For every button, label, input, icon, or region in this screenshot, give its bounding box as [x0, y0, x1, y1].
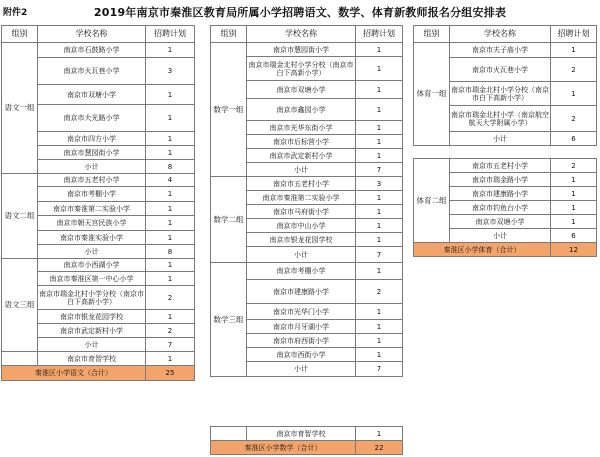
- plan-count: 1: [146, 202, 195, 216]
- school-name: 南京市钓鱼台小学: [450, 201, 551, 215]
- school-name: 南京市马府街小学: [247, 205, 356, 219]
- subtotal-value: 7: [146, 338, 195, 352]
- subtotal-label: 小计: [450, 229, 551, 243]
- plan-count: 1: [356, 149, 403, 163]
- plan-count: 1: [356, 263, 403, 280]
- col-school: 学校名称: [38, 26, 146, 43]
- school-name: 南京市五老村小学: [450, 159, 551, 173]
- school-name: 南京市鑫园小学: [247, 99, 356, 121]
- school-name: 南京市中山小学: [247, 219, 356, 233]
- plan-count: 1: [356, 99, 403, 121]
- school-name: 南京市武定新村小学: [247, 149, 356, 163]
- school-name: 南京市育智学校: [247, 427, 356, 441]
- chinese-table: [1, 25, 195, 381]
- plan-count: 1: [356, 135, 403, 149]
- col-plan: 招聘计划: [356, 26, 403, 43]
- col-group: 组别: [414, 26, 450, 43]
- plan-count: 1: [356, 81, 403, 99]
- plan-count: 1: [356, 191, 403, 205]
- school-name: 南京市双塘小学: [450, 215, 551, 229]
- plan-count: 2: [146, 324, 195, 338]
- school-name: 南京市双塘小学: [38, 85, 146, 105]
- school-name: 南京市石鼓路小学: [38, 43, 146, 58]
- school-name: 南京市秦淮第二实验小学: [247, 191, 356, 205]
- plan-count: 1: [551, 43, 597, 58]
- table-row: [211, 427, 403, 441]
- plan-count: 1: [356, 334, 403, 348]
- total-label: 秦淮区小学语文（合计）: [2, 366, 146, 381]
- school-name: 南京市火瓦巷小学: [450, 58, 551, 82]
- plan-count: 1: [146, 105, 195, 132]
- subtotal-value: 8: [146, 160, 195, 174]
- school-name: 南京市秦淮实验小学: [38, 231, 146, 245]
- plan-count: 3: [356, 177, 403, 191]
- plan-count: 2: [551, 106, 597, 132]
- school-name: 南京市五老村小学: [247, 177, 356, 191]
- table-row: [2, 352, 195, 366]
- plan-count: 1: [146, 146, 195, 160]
- plan-count: 1: [356, 205, 403, 219]
- plan-count: 1: [356, 348, 403, 362]
- school-name: 南京市建康路小学: [247, 280, 356, 304]
- school-name: 南京市双塘小学: [247, 81, 356, 99]
- subtotal-value: 7: [356, 163, 403, 177]
- plan-count: 1: [356, 233, 403, 247]
- group-name: 语文一组: [2, 43, 38, 174]
- school-name: 南京市银龙花园学校: [38, 310, 146, 324]
- attachment-label: 附件2: [3, 8, 28, 18]
- school-name: 南京市瑞金北村小学（南京航空航天大学附属小学）: [450, 106, 551, 132]
- plan-count: 1: [146, 85, 195, 105]
- table-row: [211, 263, 403, 280]
- school-name: 南京市瑞金北村小学分校（南京市白下高新小学）: [38, 286, 146, 310]
- plan-count: 2: [551, 58, 597, 82]
- school-name: 南京市夫子庙小学: [450, 43, 551, 58]
- plan-count: 1: [146, 272, 195, 286]
- plan-count: 1: [356, 219, 403, 233]
- school-name: 南京市建康路小学: [450, 187, 551, 201]
- subtotal-label: 小计: [247, 247, 356, 263]
- total-label: 秦淮区小学体育（合计）: [414, 243, 551, 257]
- table-row: [414, 43, 597, 58]
- group-name: 语文三组: [2, 259, 38, 352]
- page-title: 2019年南京市秦淮区教育局所属小学招聘语文、数学、体育新教师报名分组安排表: [93, 6, 507, 19]
- school-name: 南京市西街小学: [247, 348, 356, 362]
- plan-count: 1: [146, 187, 195, 202]
- plan-count: 1: [146, 352, 195, 366]
- subtotal-label: 小计: [450, 132, 551, 146]
- school-name: 南京市育智学校: [38, 352, 146, 366]
- plan-count: 1: [356, 304, 403, 320]
- total-label: 秦淮区小学数学（合计）: [211, 441, 356, 455]
- school-name: 南京市银龙花园学校: [247, 233, 356, 247]
- subtotal-value: 7: [356, 362, 403, 377]
- group-name: 数学一组: [211, 43, 247, 177]
- school-name: 南京市武定新村小学: [38, 324, 146, 338]
- pe-table: [413, 25, 597, 146]
- school-name: 南京市后标营小学: [247, 135, 356, 149]
- school-name: 南京市月牙湖小学: [247, 320, 356, 334]
- school-name: 南京市小西湖小学: [38, 259, 146, 272]
- header-row: [2, 26, 195, 43]
- plan-count: 3: [146, 58, 195, 85]
- plan-count: 1: [356, 43, 403, 57]
- table-row: [211, 177, 403, 191]
- plan-count: 1: [551, 215, 597, 229]
- table-row: [2, 43, 195, 58]
- total-row: [2, 366, 195, 381]
- plan-count: 2: [146, 286, 195, 310]
- plan-count: 1: [146, 43, 195, 58]
- plan-count: 1: [146, 132, 195, 146]
- plan-count: 1: [356, 57, 403, 81]
- plan-count: 1: [551, 173, 597, 187]
- plan-count: 4: [146, 174, 195, 187]
- group-name: 体育二组: [414, 159, 450, 243]
- school-name: 南京市四方小学: [38, 132, 146, 146]
- plan-count: 2: [551, 159, 597, 173]
- school-name: 南京市光华东街小学: [247, 121, 356, 135]
- subtotal-label: 小计: [247, 163, 356, 177]
- math-table: [210, 25, 403, 377]
- table-row: [211, 43, 403, 57]
- subtotal-value: 7: [356, 247, 403, 263]
- header-row: [211, 26, 403, 43]
- col-plan: 招聘计划: [146, 26, 195, 43]
- school-name: 南京市慧园街小学: [38, 146, 146, 160]
- subtotal-value: 6: [551, 229, 597, 243]
- plan-count: 1: [146, 216, 195, 231]
- table-row: [2, 259, 195, 272]
- total-value: 22: [356, 441, 403, 455]
- school-name: 南京市大光路小学: [38, 105, 146, 132]
- school-name: 南京市五老村小学: [38, 174, 146, 187]
- school-name: 南京市秦淮第二实验小学: [38, 202, 146, 216]
- pe-table-2: [413, 158, 597, 257]
- plan-count: 1: [551, 82, 597, 106]
- school-name: 南京市府西街小学: [247, 334, 356, 348]
- plan-count: 1: [146, 259, 195, 272]
- subtotal-label: 小计: [38, 245, 146, 259]
- school-name: 南京市考棚小学: [247, 263, 356, 280]
- school-name: 南京市光华门小学: [247, 304, 356, 320]
- plan-count: 1: [146, 310, 195, 324]
- col-plan: 招聘计划: [551, 26, 597, 43]
- col-group: 组别: [2, 26, 38, 43]
- subtotal-value: 6: [551, 132, 597, 146]
- total-row: [414, 243, 597, 257]
- table-row: [414, 159, 597, 173]
- group-name: 数学二组: [211, 177, 247, 263]
- school-name: 南京市秦淮区第一中心小学: [38, 272, 146, 286]
- subtotal-label: 小计: [38, 338, 146, 352]
- subtotal-value: 8: [146, 245, 195, 259]
- plan-count: 1: [551, 201, 597, 215]
- school-name: 南京市朝天宫民族小学: [38, 216, 146, 231]
- school-name: 南京市考棚小学: [38, 187, 146, 202]
- group-name: 语文二组: [2, 174, 38, 259]
- group-name: 体育一组: [414, 43, 450, 146]
- col-group: 组别: [211, 26, 247, 43]
- plan-count: 1: [551, 187, 597, 201]
- col-school: 学校名称: [247, 26, 356, 43]
- school-name: 南京市瑞金北村小学分校（南京市白下高新小学）: [247, 57, 356, 81]
- group-name: 数学三组: [211, 263, 247, 377]
- table-row: [2, 174, 195, 187]
- header-row: [414, 26, 597, 43]
- plan-count: 1: [356, 427, 403, 441]
- subtotal-label: 小计: [247, 362, 356, 377]
- subtotal-label: 小计: [38, 160, 146, 174]
- plan-count: 1: [356, 121, 403, 135]
- header: [0, 0, 600, 24]
- math-total-table: [210, 426, 403, 455]
- plan-count: 2: [356, 280, 403, 304]
- total-value: 12: [551, 243, 597, 257]
- school-name: 南京市瑞金北村小学分校（南京市白下高新小学）: [450, 82, 551, 106]
- school-name: 南京市慧园街小学: [247, 43, 356, 57]
- total-row: [211, 441, 403, 455]
- col-school: 学校名称: [450, 26, 551, 43]
- plan-count: 1: [146, 231, 195, 245]
- plan-count: 1: [356, 320, 403, 334]
- school-name: 南京市火瓦巷小学: [38, 58, 146, 85]
- school-name: 南京市瑞金路小学: [450, 173, 551, 187]
- total-value: 25: [146, 366, 195, 381]
